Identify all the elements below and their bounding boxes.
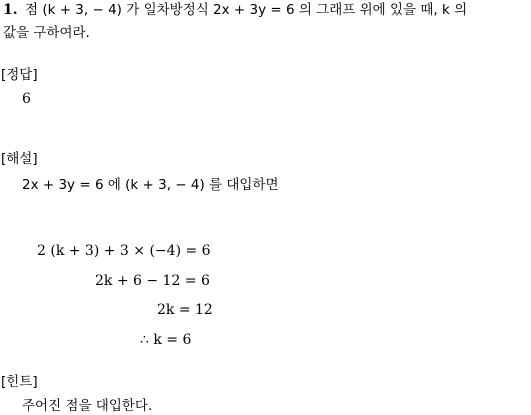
problem-number: 1.: [3, 2, 18, 18]
hint-header: [힌트]: [1, 374, 38, 390]
solution-step-4: ∴ k = 6: [140, 332, 192, 348]
problem-text-line1: 점 (k + 3, − 4) 가 일차방정식 2x + 3y = 6 의 그래프 위에 있을 때, k 의: [25, 2, 468, 18]
answer-header: [정답]: [1, 67, 38, 83]
solution-intro: 2x + 3y = 6 에 (k + 3, − 4) 를 대입하면: [22, 177, 279, 193]
solution-header: [해설]: [1, 151, 38, 167]
solution-step-1: 2 (k + 3) + 3 × (−4) = 6: [37, 243, 211, 259]
solution-step-2: 2k + 6 − 12 = 6: [95, 273, 210, 289]
answer-value: 6: [22, 91, 31, 107]
problem-text-line2: 값을 구하여라.: [3, 25, 90, 41]
solution-step-3: 2k = 12: [157, 302, 213, 318]
hint-text: 주어진 점을 대입한다.: [22, 398, 153, 414]
